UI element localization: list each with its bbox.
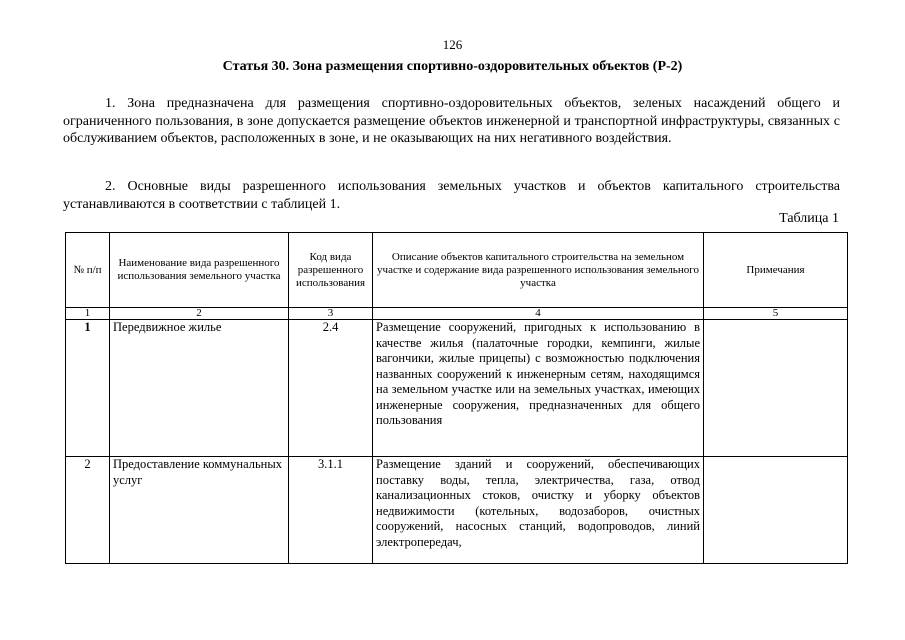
table-row <box>66 320 848 457</box>
column-number: 3 <box>289 308 373 320</box>
row-num: 1 <box>66 320 110 457</box>
row-code: 2.4 <box>289 320 373 457</box>
page-number: 126 <box>442 37 463 52</box>
column-number: 2 <box>110 308 289 320</box>
article-title: Статья 30. Зона размещения спортивно-оздоровительных объектов (Р-2) <box>222 59 683 74</box>
row-name: Передвижное жилье <box>110 320 289 457</box>
column-number-row <box>66 308 848 320</box>
header-num: № п/п <box>66 233 110 308</box>
header-description: Описание объектов капитального строительства на земельном участке и содержание вида разрешенного использования земельного участка <box>373 233 704 308</box>
header-notes: Примечания <box>704 233 848 308</box>
paragraph-2: 2. Основные виды разрешенного использования земельных участков и объектов капитального строительства устанавливаются в соответствии с таблицей 1. <box>63 179 840 212</box>
table-row <box>66 457 848 564</box>
row-name: Предоставление коммунальных услуг <box>110 457 289 564</box>
row-description: Размещение зданий и сооружений, обеспечивающих поставку воды, тепла, электричества, газа, отвод канализационных стоков, очистку и уборку объектов недвижимости (котельных, водозаборов, очистных сооружений, насосных станций, водопроводов, линий электропередач, <box>373 457 704 564</box>
row-notes <box>704 320 848 457</box>
land-use-table <box>65 232 848 564</box>
paragraph-1: 1. Зона предназначена для размещения спортивно-оздоровительных объектов, зеленых насаждений общего и ограниченного пользования, в зоне допускается размещение объектов инженерной и транспортной инфраструктуры, связанных с обслуживанием объектов, расположенных в зоне, и не оказывающих на них негативного воздействия. <box>63 96 840 146</box>
row-num: 2 <box>66 457 110 564</box>
table-header-row <box>66 233 848 308</box>
table-caption: Таблица 1 <box>779 211 839 226</box>
header-code: Код вида разрешенного использования <box>289 233 373 308</box>
row-description: Размещение сооружений, пригодных к использованию в качестве жилья (палаточные городки, кемпинги, жилые вагончики, жилые прицепы) с возможностью подключения названных сооружений к инженерным сетям, находящимся на земельном участке или на земельных участках, имеющих инженерные сооружения, предназначенных для общего пользования <box>373 320 704 457</box>
column-number: 4 <box>373 308 704 320</box>
row-code: 3.1.1 <box>289 457 373 564</box>
row-notes <box>704 457 848 564</box>
header-name: Наименование вида разрешенного использования земельного участка <box>110 233 289 308</box>
column-number: 1 <box>66 308 110 320</box>
column-number: 5 <box>704 308 848 320</box>
